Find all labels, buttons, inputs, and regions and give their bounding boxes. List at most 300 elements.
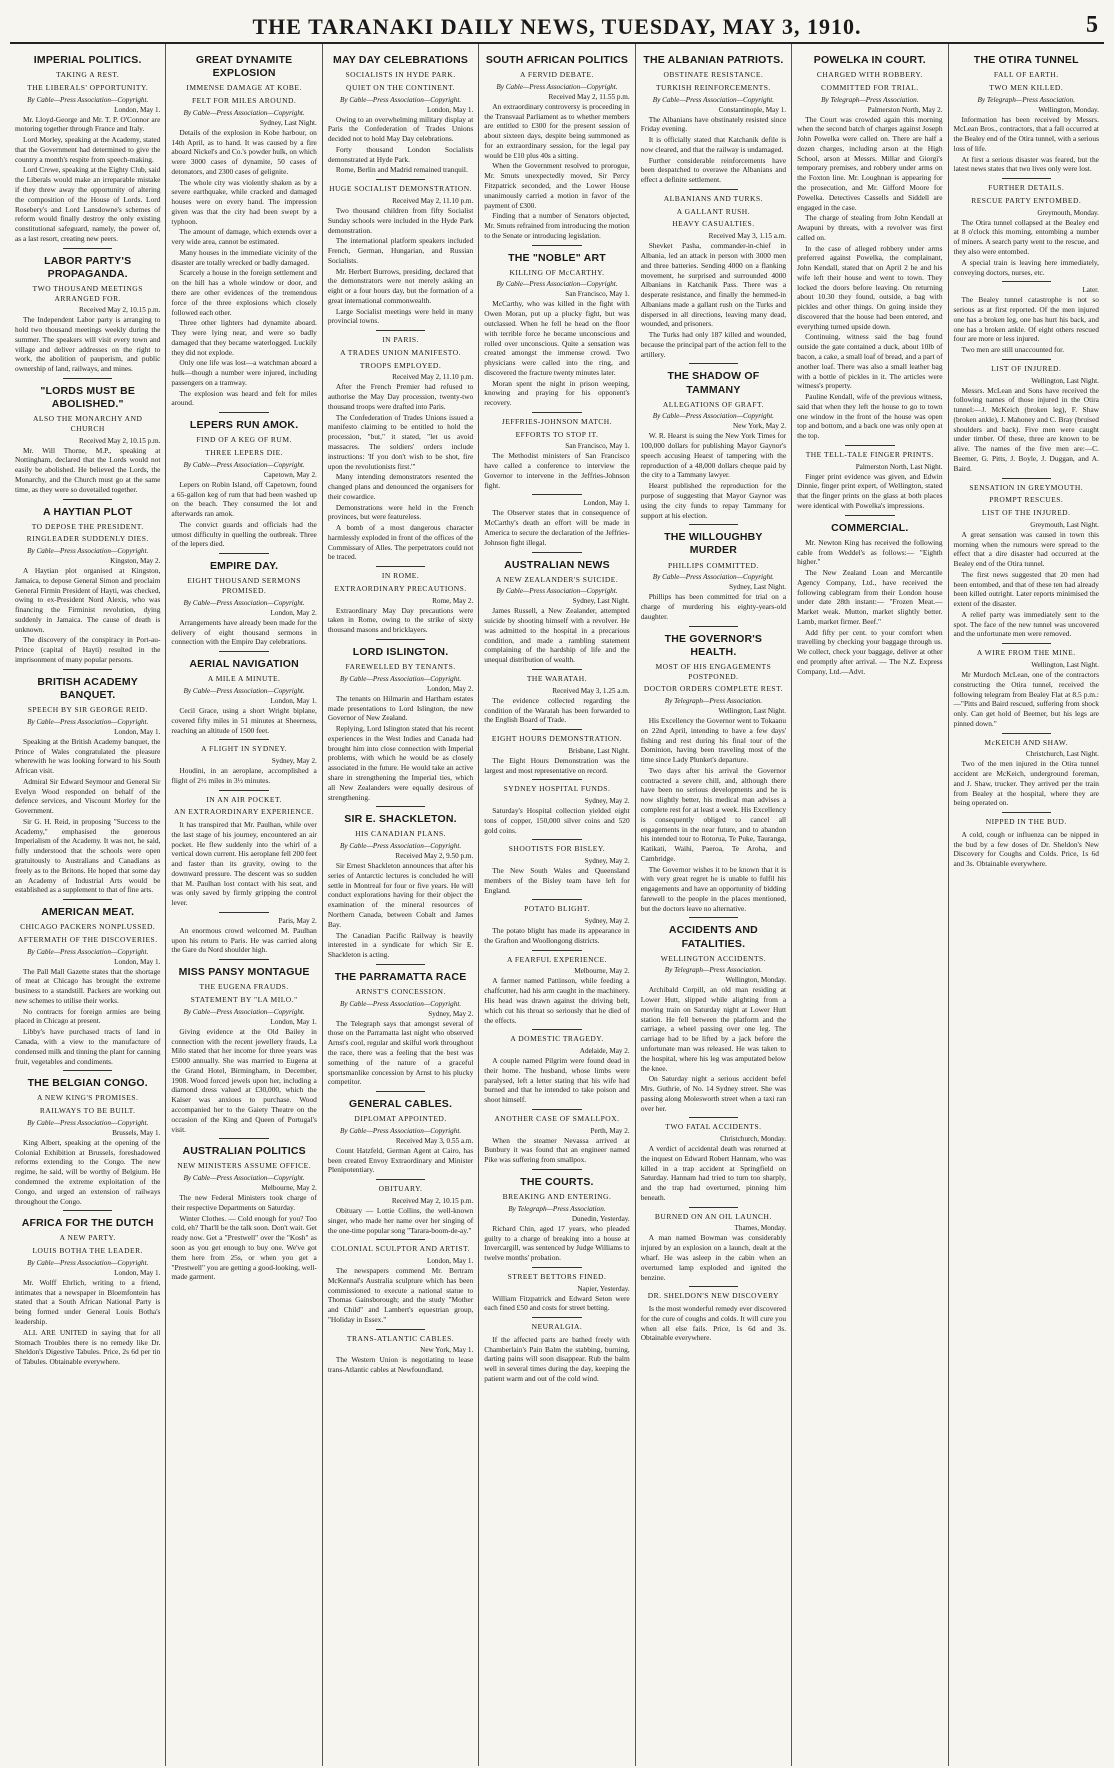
article-dateline: Greymouth, Last Night. — [1030, 520, 1099, 529]
article-body — [484, 451, 629, 490]
divider-rule — [532, 1109, 581, 1110]
article-deck: IN ROME. — [381, 571, 420, 581]
article-deck: LIST OF INJURED. — [991, 363, 1062, 373]
article-headline: BRITISH ACADEMY BANQUET. — [37, 675, 139, 701]
article — [641, 1207, 786, 1283]
article-byline: By Cable—Press Association—Copyright. — [496, 280, 618, 289]
divider-rule — [219, 412, 268, 413]
article-paragraph: Add fifty per cent. to your comfort when travelling by checking your baggage through us. We collect, check your baggage, deliver at other end promptly after arrival. — The N.Z. Express Company, Ltd.—Advt. — [797, 627, 943, 676]
article-deck: RAILWAYS TO BE BUILT. — [39, 1106, 136, 1116]
article-body — [641, 1233, 786, 1282]
article — [328, 1091, 473, 1175]
article — [171, 912, 316, 955]
article-deck: HIS CANADIAN PLANS. — [355, 829, 447, 839]
article-dateline: Palmerston North, Last Night. — [855, 462, 943, 471]
article-paragraph: A bomb of a most dangerous character harmlessly exploded in front of the offices of the Commissary of Alles. The perpetrators could not be traced. — [327, 523, 474, 562]
article-paragraph: Mr Murdoch McLean, one of the contractors constructing the Otira tunnel, received the following telegram from Bealey Flat at 8.5 p.m.:—"Pitts and Baird rescued, suffering from shock only. Can get hold of Beemer, but his legs are pinned down." — [953, 669, 1099, 728]
article-body — [171, 1027, 316, 1134]
article-deck: TWO MEN KILLED. — [989, 82, 1064, 92]
article — [484, 412, 629, 491]
divider-rule — [63, 1210, 112, 1211]
article-body — [171, 766, 316, 786]
article-byline: By Telegraph—Press Association. — [977, 95, 1075, 104]
article-body — [15, 566, 160, 665]
article-paragraph: The newspapers commend Mr. Bertram McKennal's Australia sculpture which has been commissioned to execute a national statue to Thomas Gainsborough; and the study "Mother and Child" and Lambert's equestrian group, "Holiday in Essex." — [327, 1266, 474, 1324]
article-body — [484, 606, 629, 665]
article-paragraph: King Albert, speaking at the opening of the Colonial Exhibition at Brussels, foreshadowed reforms extending to the Congo. The new regime, he said, will be worthy of Belgium. He condemned the extreme exploitation of the Congo, and urged an extension of railways throughout the Congo. — [15, 1137, 161, 1206]
divider-rule — [376, 1239, 425, 1240]
divider-rule — [376, 1179, 425, 1180]
article-paragraph: Only one life was lost—a watchman aboard a hulk—though a number were injured, including passengers on a tramway. — [171, 358, 317, 387]
article-paragraph: McCarthy, who was killed in the fight with Owen Moran, put up a plucky fight, but was outclassed. When he fell he head on the floor with terrible force he became unconscious and rolled over unconscious. Quite a sensation was created amongst the immense crowd. Two physicians were called into the ring, and discovered the fracture twenty minutes later. — [484, 299, 630, 377]
article — [171, 790, 316, 908]
article-deck: SOCIALISTS IN HYDE PARK. — [345, 70, 456, 80]
divider-rule — [63, 378, 112, 379]
article-paragraph: ALL ARE UNITED in saying that for all Stomach Troubles there is no remedy like Dr. Sheldon's Digestive Tabules. Price, 2s 6d per tin of Tabules. Obtainable everywhere. — [15, 1327, 161, 1367]
article — [484, 729, 629, 775]
article-deck: BREAKING AND ENTERING. — [502, 1192, 612, 1202]
article-paragraph: Many intending demonstrators resented the changed plans and denounced the organisers for their cowardice. — [327, 472, 474, 501]
article-paragraph: Speaking at the British Academy banquet, the Prince of Wales congratulated the pleasure wherewith he was looking forward to his South African visit. — [15, 736, 161, 776]
article-paragraph: Mr. Newton King has received the following cable from Weddel's as follows:— "Eighth higher." — [797, 537, 943, 567]
article-headline: AUSTRALIAN NEWS — [504, 558, 610, 571]
article — [797, 515, 942, 677]
article-body — [328, 1206, 473, 1235]
article-dateline: Perth, May 2. — [590, 1126, 630, 1135]
article-byline: By Cable—Press Association—Copyright. — [27, 95, 149, 104]
divider-rule — [689, 1207, 738, 1208]
article-paragraph: Richard Chin, aged 17 years, who pleaded guilty to a charge of breaking into a house at Invercargill, was sentenced by Judge Williams to twelve months' probation. — [484, 1223, 630, 1263]
article-paragraph: An enormous crowd welcomed M. Paulhan upon his return to Paris. He was carried along the Gare du Nord shoulder high. — [171, 925, 317, 955]
divider-rule — [376, 330, 425, 331]
article-deck: STATEMENT BY "LA MILO." — [190, 995, 298, 1005]
article-paragraph: Sir G. H. Reid, in proposing "Success to the Academy," emphasised the generous Imperialism of the Academy. It was not, he said, fully understood that the schools were open gratuitously to Australians and Canadians as freely as to the Britons. He hoped that some day an Academy of Industrial Arts would be established as a supplement to that of fine arts. — [15, 816, 161, 895]
article-deck: A TRADES UNION MANIFESTO. — [340, 347, 462, 357]
divider-rule — [532, 729, 581, 730]
article-paragraph: In the case of alleged robbery under arms preferred against Powelka, the complainant, John Kendall, stated that on April 2 he and his wife left their house and went to town. They locked the doors before leaving. On returning about 10.30 they found, outside, a bag with pickles and other things. On going inside they discovered that the house had been entered, and everything turned upside down. — [797, 243, 943, 331]
divider-rule — [532, 1267, 581, 1268]
article-paragraph: Messrs. McLean and Sons have received the following names of those injured in the Otira tunnel:—J. McKeich (broken leg), F. Shaw (broken ankle), J. Mahoney and C. Bray (bruised shoulders and back). Five men were caught under timber. Of these, three are known to be alive. The names of the five men are:—C. Beemer, G. Pitts, J. Boyle, J. Duggan, and A. Baird. — [953, 385, 1099, 473]
article-paragraph: The Bealey tunnel catastrophe is not so serious as at first reported. Of the men injured one has a broken leg, one has hurt his back, and one has a broken ankle. Of eight others rescued four are more or less injured. — [953, 295, 1099, 344]
divider-rule — [219, 912, 268, 913]
article-paragraph: Extraordinary May Day precautions were taken in Rome, owing to the strike of sixty thousand masons and bricklayers. — [327, 605, 474, 635]
article-paragraph: Phillips has been committed for trial on a charge of murdering his eighty-years-old daughter. — [640, 592, 787, 621]
article-dateline: Later. — [1082, 286, 1099, 295]
article-deck: A FERVID DEBATE. — [520, 70, 594, 80]
article-dateline: Sydney, Last Night. — [572, 597, 630, 606]
article-paragraph: Moran spent the night in prison weeping, knowing and praying for his opponent's recovery. — [484, 378, 630, 408]
article-byline: By Cable—Press Association—Copyright. — [27, 547, 149, 556]
article-paragraph: Hearst published the reproduction for the purpose of suggesting that Mayor Gaynor was using the city funds to repay Tammany for support at his election. — [640, 481, 787, 520]
article-body — [484, 1294, 629, 1314]
article-body — [15, 446, 160, 495]
article-paragraph: Archibald Corpill, an old man residing at Lower Hutt, slipped while alighting from a moving train on Saturday night at Lower Hutt station. He fell between the platform and the carriage, a wheel passing over one leg. The carriage had to be lifted by a jack before the unfortunate man was released. He was taken to the hospital, where his leg was amputated below the knee. — [640, 985, 787, 1073]
article-byline: By Telegraph—Press Association. — [821, 95, 919, 104]
article-deck: TWO FATAL ACCIDENTS. — [665, 1122, 762, 1132]
article-deck: THREE LEPERS DIE. — [205, 448, 284, 458]
article-paragraph: The explosion was heard and felt for miles around. — [171, 388, 317, 408]
article-body — [641, 115, 786, 185]
article-headline: LORD ISLINGTON. — [352, 645, 449, 658]
article-paragraph: Replying, Lord Islington stated that his recent experiences in the West Indies and Canada had brought him into close connection with Imperial problems, with which he would be as closely associated in the future. He would take an active share in strengthening the Imperial ties, which all New Zealanders were equally desirous of strengthening. — [327, 724, 474, 802]
article-deck: FIND OF A KEG OF RUM. — [196, 435, 292, 445]
divider-rule — [532, 412, 581, 413]
article-paragraph: Many houses in the immediate vicinity of the disaster are totally wrecked or badly damaged. — [171, 247, 317, 267]
article-deck: A MILE A MINUTE. — [207, 674, 281, 684]
article-deck: JEFFRIES-JOHNSON MATCH. — [501, 416, 613, 426]
article-dateline: Received May 2, 10.15 p.m. — [78, 306, 161, 315]
article-byline: By Telegraph—Press Association. — [508, 1204, 606, 1213]
article-paragraph: His Excellency the Governor went to Tokaanu on 22nd April, intending to have a few days' fishing and rest during his final tour of the Dominion, having been traveling most of the time since Lady Plunket's departure. — [640, 716, 787, 765]
article-dateline: Napier, Yesterday. — [577, 1284, 630, 1293]
article-deck: FURTHER DETAILS. — [988, 183, 1065, 193]
article-deck: IN PARIS. — [382, 335, 419, 345]
article-byline: By Cable—Press Association—Copyright. — [496, 82, 618, 91]
article-byline: By Cable—Press Association—Copyright. — [27, 717, 149, 726]
article — [641, 917, 786, 1113]
article-dateline: London, May 1. — [583, 499, 630, 508]
article-body — [641, 716, 786, 913]
article-body — [641, 985, 786, 1113]
article — [484, 950, 629, 1026]
article-deck: IMMENSE DAMAGE AT KOBE. — [186, 83, 302, 93]
article-paragraph: Pauline Kendall, wife of the previous witness, said that when they left the house to go to town one window in the front of the house was open top and bottom, and a back one was only open at the top. — [797, 392, 943, 441]
article — [171, 1138, 316, 1282]
divider-rule — [219, 739, 268, 740]
article — [954, 643, 1099, 728]
article-paragraph: When the Government resolved to prorogue, Mr. Smuts unexpectedly moved, Sir Percy Fitzpatrick seconded, and the Lower House unanimously carried a motion in favor of the payment of £300. — [484, 161, 630, 210]
article-paragraph: Continuing, witness said the bag found outside the gate contained a duck, about 10lb of bacon, a cake, a small loaf of bread, and a part of another loaf. There was also a small leather bag with a bottle of pickles in it. The articles were witness's property. — [797, 332, 943, 391]
divider-rule — [376, 1329, 425, 1330]
article-deck: PROMPT RESCUES. — [989, 495, 1064, 505]
article-body — [641, 431, 786, 520]
article-paragraph: After the French Premier had refused to authorise the May Day procession, twenty-two thousand troops were drafted into Paris. — [327, 382, 474, 411]
divider-rule — [219, 959, 268, 960]
article-dateline: Received May 3, 1.15 a.m. — [708, 232, 787, 241]
article-dateline: London, May 1. — [114, 1268, 161, 1277]
article-deck: THE LIBERALS' OPPORTUNITY. — [27, 82, 149, 92]
divider-rule — [63, 899, 112, 900]
article-headline: THE OTIRA TUNNEL — [973, 54, 1079, 66]
article-dateline: Received May 2, 11.10 p.m. — [392, 373, 474, 382]
article-deck: A NEW KING'S PROMISES. — [37, 1093, 139, 1103]
article-body — [954, 530, 1099, 639]
divider-rule — [845, 515, 894, 516]
column-1 — [10, 44, 166, 1766]
article-paragraph: Lord Crewe, speaking at the Eighty Club, said the Liberals would make an irreparable mistake if they threw away the opportunity of altering the composition of the House of Lords. Lord Rosebery's and Lord Lansdowne's schemes of reform would finally destroy the only existing constitutional safeguard, namely, the power of, as a last resort, creating new peers. — [15, 165, 161, 243]
article-dateline: London, May 1. — [426, 105, 474, 114]
article-deck: BURNED ON AN OIL LAUNCH. — [654, 1211, 772, 1221]
article-paragraph: A farmer named Pattinson, while feeding a chaffcutter, had his arm caught in the machinery. His head was drawn against the driving belt, which cut his throat so seriously that he died of the effects. — [484, 976, 630, 1025]
article-headline: IMPERIAL POLITICS. — [33, 54, 142, 66]
article-dateline: Thames, Monday. — [734, 1224, 787, 1233]
article-dateline: San Francisco, May 1. — [565, 442, 630, 451]
article — [954, 733, 1099, 809]
article-paragraph: Giving evidence at the Old Bailey in connection with the recent jewellery frauds, La Milo stated that her income for three years was £5000 annually. She was married to Eugena at the Grand Hotel, Birmingham, in December, 1908. Wood forced jewels upon her, including a diamond dress valued at £30,000, which the Kaiser was anxious to purchase. Wood accompanied her to the Gaiety Theatre on the occasion of the King and Queen of Portugal's visit. — [171, 1026, 317, 1134]
article-paragraph: The Eight Hours Demonstration was the largest and most representative on record. — [484, 755, 630, 775]
article — [171, 553, 316, 647]
article-byline: By Cable—Press Association—Copyright. — [652, 573, 774, 582]
article-dateline: Rome, May 2. — [432, 596, 474, 605]
article-body — [641, 241, 786, 359]
article-dateline: Sydney, May 2. — [584, 857, 630, 866]
article-paragraph: Owing to an overwhelming military display at Paris the Confederation of Trades Unions decided not to hold May Day celebrations. — [327, 114, 474, 144]
article-paragraph: The Albanians have obstinately resisted since Friday evening. — [640, 114, 787, 134]
article-deck: EIGHT THOUSAND SERMONS PROMISED. — [187, 576, 301, 596]
article-byline: By Cable—Press Association—Copyright. — [183, 1007, 305, 1016]
article-deck: CHICAGO PACKERS NONPLUSSED. — [20, 922, 156, 932]
article-body — [954, 759, 1099, 808]
divider-rule — [1002, 478, 1051, 479]
article-dateline: Wellington, Last Night. — [1031, 660, 1099, 669]
article-dateline: New York, May 2. — [733, 422, 787, 431]
article-paragraph: Two of the men injured in the Otira tunnel accident are McKeich, underground foreman, and J. Shaw, trucker. They arrived per the train from Bealey at the hospital, where they are being operated on. — [953, 759, 1099, 808]
divider-rule — [689, 917, 738, 918]
article-byline: By Cable—Press Association—Copyright. — [27, 1118, 149, 1127]
article-paragraph: The Independent Labor party is arranging to hold two thousand meetings weekly during the summer. The speakers will visit every town and village and deliver addresses on the right to work, the abolition of pauperism, and public ownership of land, railways, and mines. — [15, 315, 161, 374]
article-deck: EIGHT HOURS DEMONSTRATION. — [491, 734, 623, 744]
article-body — [171, 706, 316, 735]
article-dateline: London, May 1. — [114, 105, 161, 114]
article — [171, 54, 316, 408]
article-paragraph: The discovery of the conspiracy in Port-au-Prince (capital of Hayti) resulted in the imprisonment of many popular persons. — [15, 635, 161, 665]
article-byline: By Cable—Press Association—Copyright. — [27, 947, 149, 956]
article-body — [641, 592, 786, 621]
article-deck: TURKISH REINFORCEMENTS. — [655, 82, 771, 92]
divider-rule — [1002, 812, 1051, 813]
article-paragraph: Demonstrations were held in the French provinces, but were featureless. — [327, 502, 474, 522]
article-body — [797, 115, 942, 441]
article-dateline: Wellington, Monday. — [725, 976, 787, 985]
article-dateline: London, May 1. — [270, 1017, 317, 1026]
article — [15, 899, 160, 1066]
article-deck: ALBANIANS AND TURKS. — [663, 193, 764, 203]
article-body — [954, 386, 1099, 474]
article-body — [641, 1144, 786, 1203]
article-paragraph: The Confederation of Trades Unions issued a manifesto claiming to be entitled to hold the procession, "but," it stated, "let us avoid massacres. The soldiers' orders include instructions: 'If you don't wish to be shot, fire upon the revolutionists first.'" — [327, 412, 474, 471]
divider-rule — [532, 1169, 581, 1170]
article-headline: THE ALBANIAN PATRIOTS. — [643, 54, 784, 66]
divider-rule — [532, 839, 581, 840]
article-paragraph: The Observer states that in consequence of McCarthy's death an effort will be made in America to secure the declaration of the Jeffries-Johnson fight illegal. — [484, 508, 630, 547]
article-deck: ARNST'S CONCESSION. — [355, 986, 446, 996]
article-paragraph: Saturday's Hospital collection yielded eight tons of copper, 150,000 silver coins and 520 gold coins. — [484, 806, 630, 835]
article-dateline: Received May 2, 9.50 p.m. — [395, 852, 474, 861]
divider-rule — [689, 363, 738, 364]
article-body — [484, 756, 629, 776]
newspaper-title: THE TARANAKI DAILY NEWS, TUESDAY, MAY 3, 1910. — [252, 14, 862, 39]
article-paragraph: When the steamer Nevassa arrived at Bunbury it was found that an engineer named Pike was suffering from smallpox. — [484, 1135, 630, 1165]
divider-rule — [219, 1138, 268, 1139]
article-paragraph: The Methodist ministers of San Francisco have called a conference to interview the Governor to intervene in the Jeffries-Johnson fight. — [484, 451, 630, 490]
article-deck: CHARGED WITH ROBBERY. — [816, 70, 923, 80]
divider-rule — [1002, 643, 1051, 644]
article-byline: By Cable—Press Association—Copyright. — [339, 674, 462, 683]
article-deck: THE WARATAH. — [526, 673, 588, 683]
article — [641, 524, 786, 621]
divider-rule — [376, 964, 425, 965]
article-paragraph: Sir Ernest Shackleton announces that after his series of Antarctic lectures is concluded he will settle in Montreal for four or five years. He will conduct explorations having for their object the examination of the mineral resources of Northern Canada, between Cobalt and James Bay. — [327, 861, 474, 929]
article-body — [484, 508, 629, 547]
article-headline: ACCIDENTS AND FATALITIES. — [668, 924, 758, 950]
article-dateline: London, May 1. — [114, 727, 161, 736]
article-headline: A HAYTIAN PLOT — [42, 505, 133, 518]
article-body — [171, 926, 316, 955]
article-paragraph: A cold, cough or influenza can be nipped in the bud by a few doses of Dr. Sheldon's New Discovery for Coughs and Colds. Price, 1s 6d and 3s. Obtainable everywhere. — [953, 829, 1099, 869]
article-dateline: London, May 1. — [114, 957, 161, 966]
article-paragraph: The New South Wales and Queensland members of the Bisley team have left for England. — [484, 866, 630, 895]
article-dateline: London, May 2. — [270, 608, 317, 617]
article-paragraph: The new Federal Ministers took charge of their respective Departments on Saturday. — [171, 1193, 317, 1212]
divider-rule — [532, 779, 581, 780]
article-body — [15, 737, 160, 895]
article-deck: A FEARFUL EXPERIENCE. — [506, 954, 607, 964]
article-paragraph: The charge of stealing from John Kendall at Awapuni by threats, with a revolver was first called on. — [797, 213, 943, 242]
article-headline: AFRICA FOR THE DUTCH — [21, 1217, 154, 1230]
divider-rule — [532, 950, 581, 951]
article-dateline: London, May 1. — [270, 696, 317, 705]
article-paragraph: An extraordinary controversy is proceeding in the Transvaal Parliament as to whether members are entitled to £300 for the present session of about sixteen days, despite being summoned as for an extraordinary session, for the legal pay would be £10 plus 40s a sitting. — [484, 101, 630, 160]
article-body — [954, 830, 1099, 869]
article-dateline: Christchurch, Monday. — [720, 1135, 787, 1144]
article-headline: LABOR PARTY'S PROPAGANDA. — [44, 254, 132, 280]
divider-rule — [1002, 178, 1051, 179]
article-body — [954, 115, 1099, 175]
article-paragraph: The tenants on Hilmarin and Hartham estates made presentations to Lord Islington, the new Governor of New Zealand. — [327, 693, 474, 723]
article-dateline: Received May 2, 10.15 p.m. — [78, 436, 161, 445]
divider-rule — [63, 499, 112, 500]
article-body — [328, 382, 473, 562]
divider-rule — [376, 639, 425, 640]
divider-rule — [532, 245, 581, 246]
divider-rule — [376, 1091, 425, 1092]
article-deck: STREET BETTORS FINED. — [507, 1271, 607, 1281]
article-paragraph: The Telegraph says that amongst several of those on the Parramatta last night who observed Arnst's cool, regular and skilful work throughout the race, there was a feeling that the best was something of the nature of a graceful sportsmanlike concession by Arnst to his plucky competitor. — [327, 1018, 474, 1087]
article-deck: NEURALGIA. — [531, 1322, 583, 1332]
article-paragraph: The Pall Mall Gazette states that the shortage of meat at Chicago has brought the extreme business to a standstill. Packers are working out new schemes to utilise their works. — [15, 966, 161, 1005]
article — [641, 189, 786, 359]
article-deck: NIPPED IN THE BUD. — [985, 817, 1067, 827]
article-deck: OBSTINATE RESISTANCE. — [663, 70, 764, 80]
article-body — [15, 1278, 160, 1367]
article-deck: ALSO THE MONARCHY AND CHURCH — [32, 414, 143, 433]
article — [328, 964, 473, 1087]
article-paragraph: Admiral Sir Edward Seymour and General Sir Evelyn Wood responded on behalf of the defence services, and Viscount Morley for the Government. — [15, 776, 161, 816]
article-paragraph: The Turks had only 187 killed and wounded, because the principal part of the action fell to the artillery. — [640, 330, 787, 359]
divider-rule — [219, 651, 268, 652]
column-7 — [949, 44, 1104, 1766]
article-deck: TRANS-ATLANTIC CABLES. — [346, 1333, 455, 1343]
article-deck: DIPLOMAT APPOINTED. — [354, 1114, 447, 1124]
article-paragraph: Mr. Lloyd-George and Mr. T. P. O'Connor are motoring together through France and Italy. — [15, 114, 161, 134]
article — [484, 669, 629, 725]
article — [641, 363, 786, 520]
article-dateline: Wellington, Monday. — [1038, 105, 1099, 114]
article-body — [484, 299, 629, 407]
article — [484, 552, 629, 665]
article-byline: By Cable—Press Association—Copyright. — [339, 1126, 462, 1135]
article-deck: TO DEPOSE THE PRESIDENT. — [31, 521, 144, 531]
article-deck: COMMITTED FOR TRIAL. — [821, 82, 919, 92]
article-byline: By Cable—Press Association—Copyright. — [339, 95, 462, 104]
article-paragraph: A verdict of accidental death was returned at the inquest on Edward Robert Hannam, who was killed in a trap accident at Springfield on Saturday. Hannam had tried to turn too sharply, and the trap had overturned, pinning him beneath. — [640, 1144, 787, 1202]
article-paragraph: Large Socialist meetings were held in many provincial towns. — [327, 306, 474, 326]
article-dateline: Greymouth, Monday. — [1037, 208, 1099, 217]
article-body — [484, 866, 629, 895]
article-byline: By Cable—Press Association—Copyright. — [183, 108, 305, 117]
article-body — [484, 1136, 629, 1165]
article-paragraph: Further considerable reinforcements have been despatched to overawe the Albanians and effect a definite settlement. — [640, 155, 787, 185]
article-paragraph: James Russell, a New Zealander, attempted suicide by shooting himself with a revolver. He was admitted to the hospital in a precarious condition, and made a rambling statement complaining of the hardship of life and the unequal distribution of wealth. — [484, 606, 630, 665]
article-headline: MISS PANSY MONTAGUE — [178, 966, 310, 979]
article-dateline: Wellington, Last Night. — [718, 707, 787, 716]
article-paragraph: Libby's have purchased tracts of land in Canada, with a view to the manufacture of condensed milk and tinning the plant for canning fruit, vegetables and condiments. — [15, 1027, 161, 1066]
article — [15, 499, 160, 665]
article-dateline: New York, May 1. — [420, 1346, 474, 1355]
article-paragraph: It is officially stated that Katchanik defile is now cleared, and that the railway is undamaged. — [640, 135, 787, 154]
article — [328, 179, 473, 326]
article-dateline: Brisbane, Last Night. — [568, 746, 630, 755]
article-paragraph: A Haytian plot organised at Kingston, Jamaica, to depose General Simon and proclaim General Firmin President of Hayti, was checked, owing to ex-President Nord Alexis, who was financing the Firminist revolution, dying suddenly in Jamaica. The cause of death is unknown. — [15, 566, 161, 634]
article — [641, 1117, 786, 1202]
divider-rule — [63, 669, 112, 670]
article-byline: By Telegraph—Press Association. — [664, 697, 763, 706]
article-deck: DOCTOR ORDERS COMPLETE REST. — [643, 684, 783, 694]
article-body — [484, 1056, 629, 1105]
article-body — [171, 480, 316, 549]
article-deck: A NEW ZEALANDER'S SUICIDE. — [495, 574, 619, 584]
article-body — [15, 315, 160, 374]
article-body — [797, 472, 942, 511]
article-dateline: Palmerston North, May 2. — [867, 105, 943, 114]
article — [171, 651, 316, 735]
article — [484, 1029, 629, 1105]
article-deck: A GALLANT RUSH. — [676, 206, 751, 216]
article — [484, 839, 629, 895]
article — [15, 1210, 160, 1367]
divider-rule — [532, 1029, 581, 1030]
divider-rule — [689, 1286, 738, 1287]
article — [171, 412, 316, 549]
article-paragraph: Two men are still unaccounted for. — [961, 345, 1065, 355]
article-byline: By Cable—Press Association—Copyright. — [183, 1174, 305, 1183]
article-byline: By Cable—Press Association—Copyright. — [339, 999, 462, 1008]
article-body — [171, 1193, 316, 1282]
divider-rule — [689, 189, 738, 190]
divider-rule — [1002, 733, 1051, 734]
article-body — [328, 1266, 473, 1325]
article — [328, 54, 473, 175]
divider-rule — [845, 445, 894, 446]
article — [954, 54, 1099, 174]
article-byline: By Cable—Press Association—Copyright. — [652, 412, 774, 421]
article-paragraph: Rome, Berlin and Madrid remained tranquil. — [335, 165, 468, 175]
article-dateline: Wellington, Last Night. — [1031, 376, 1099, 385]
article-body — [484, 696, 629, 725]
divider-rule — [689, 524, 738, 525]
article-dateline: San Francisco, May 1. — [565, 290, 630, 299]
article-body — [328, 1146, 473, 1175]
article-body — [484, 806, 629, 835]
article-paragraph: Scarcely a house in the foreign settlement and on the hill has a whole window or door, and there are other evidences of the tremendous force of the three explosions which closely followed each other. — [171, 268, 317, 317]
article-deck: IN AN AIR POCKET. — [206, 794, 282, 804]
article-headline: AERIAL NAVIGATION — [189, 658, 299, 671]
article-paragraph: The Otira tunnel collapsed at the Bealey end at 8 o'clock this morning, entombing a number of miners. A search party went to the rescue, and they also were entombed. — [953, 217, 1099, 257]
divider-rule — [532, 1317, 581, 1318]
article-dateline: Sydney, May 2. — [584, 797, 630, 806]
article-body — [328, 606, 473, 635]
article-headline: THE WILLOUGHBY MURDER — [664, 531, 763, 557]
